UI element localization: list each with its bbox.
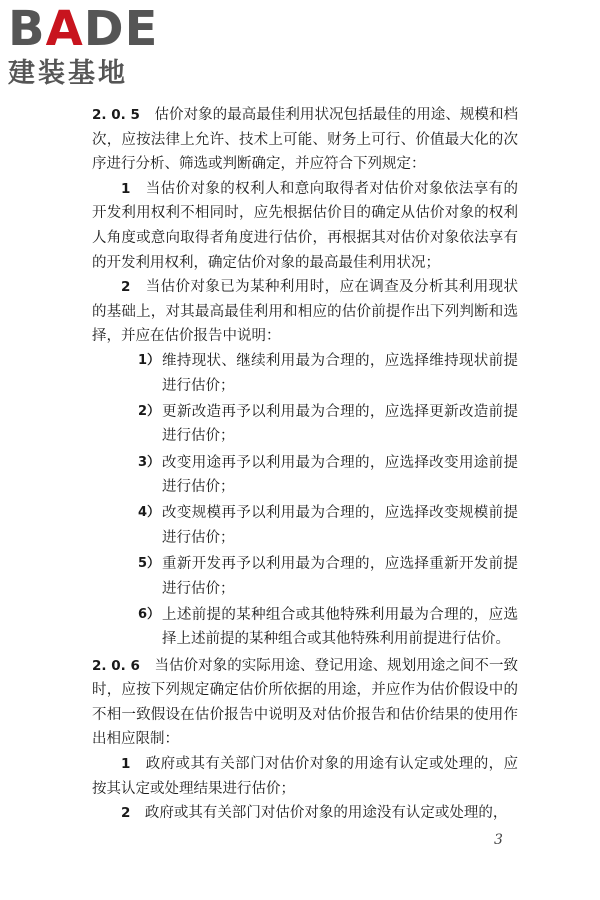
logo-subtitle: 建装基地: [8, 58, 128, 89]
clause-2-0-6-item-1: [92, 752, 518, 801]
sub-item-text: 重新开发再予以利用最为合理的，应选择重新开发前提进行估价；: [162, 556, 518, 597]
clause-number: 2. 0. 6: [92, 657, 140, 674]
sub-item-number: 4）: [138, 505, 161, 521]
item-number: 2: [121, 279, 131, 296]
clause-text: 估价对象的最高最佳利用状况包括最佳的用途、规模和档次，应按法律上允许、技术上可能、财务上可行、价值最大化的次序进行分析、筛选或判断确定，并应符合下列规定：: [92, 107, 519, 173]
logo-letters-post: DE: [83, 4, 159, 56]
clause-text: 当估价对象的实际用途、登记用途、规划用途之间不一致时，应按下列规定确定估价所依据的用途，并应作为估价假设中的不相一致假设在估价报告中说明及对估价报告和估价结果的使用作出相应限制：: [92, 657, 519, 748]
clause-2-0-5: [92, 103, 518, 177]
item-text: 政府或其有关部门对估价对象的用途有认定或处理的，应按其认定或处理结果进行估价；: [92, 756, 519, 797]
item-text: 当估价对象已为某种利用时，应在调查及分析其利用现状的基础上，对其最高最佳利用和相应的估价前提作出下列判断和选择，并应在估价报告中说明：: [92, 279, 519, 345]
sub-item-text: 更新改造再予以利用最为合理的，应选择更新改造前提进行估价；: [162, 403, 518, 445]
sub-item-number: 2）: [138, 403, 161, 419]
sub-item-number: 3）: [138, 454, 161, 470]
page-number: 3: [494, 832, 503, 848]
sub-item-3: [92, 451, 518, 500]
item-number: 1: [121, 180, 131, 197]
sub-item-number: 5）: [138, 556, 161, 572]
item-number: 1: [121, 756, 131, 772]
item-text: 当估价对象的权利人和意向取得者对估价对象依法享有的开发利用权利不相同时，应先根据估价目的确定从估价对象的权利人角度或意向取得者角度进行估价，再根据其对估价对象依法享有的开发利用权利，确定估价对象的最高最佳利用状况；: [92, 180, 519, 271]
clause-2-0-5-item-2: [92, 275, 518, 349]
sub-item-number: 1）: [138, 352, 161, 368]
logo-letters-pre: B: [8, 4, 46, 56]
sub-item-5: [92, 552, 518, 601]
sub-item-text: 维持现状、继续利用最为合理的，应选择维持现状前提进行估价；: [162, 352, 518, 394]
sub-item-6: [92, 603, 518, 652]
sub-item-2: [92, 400, 518, 449]
sub-item-text: 上述前提的某种组合或其他特殊利用最为合理的，应选择上述前提的某种组合或其他特殊利用前提进行估价。: [162, 606, 518, 648]
item-number: 2: [121, 805, 131, 822]
logo-letter-accent: A: [45, 4, 84, 56]
sub-item-1: [92, 349, 518, 398]
clause-2-0-6: [92, 654, 518, 752]
clause-number: 2. 0. 5: [92, 107, 140, 123]
sub-item-text: 改变规模再予以利用最为合理的，应选择改变规模前提进行估价；: [162, 505, 518, 546]
sub-item-4: [92, 501, 518, 550]
item-text: 政府或其有关部门对估价对象的用途没有认定或处理的，: [144, 805, 508, 822]
sub-item-list: [92, 349, 518, 652]
clause-2-0-5-item-1: [92, 177, 518, 275]
logo-wordmark: [8, 4, 178, 56]
document-body: [92, 103, 518, 826]
sub-item-text: 改变用途再予以利用最为合理的，应选择改变用途前提进行估价；: [162, 454, 518, 496]
clause-2-0-6-item-2: [92, 801, 518, 826]
brand-logo: [8, 4, 178, 94]
sub-item-number: 6）: [138, 606, 161, 622]
